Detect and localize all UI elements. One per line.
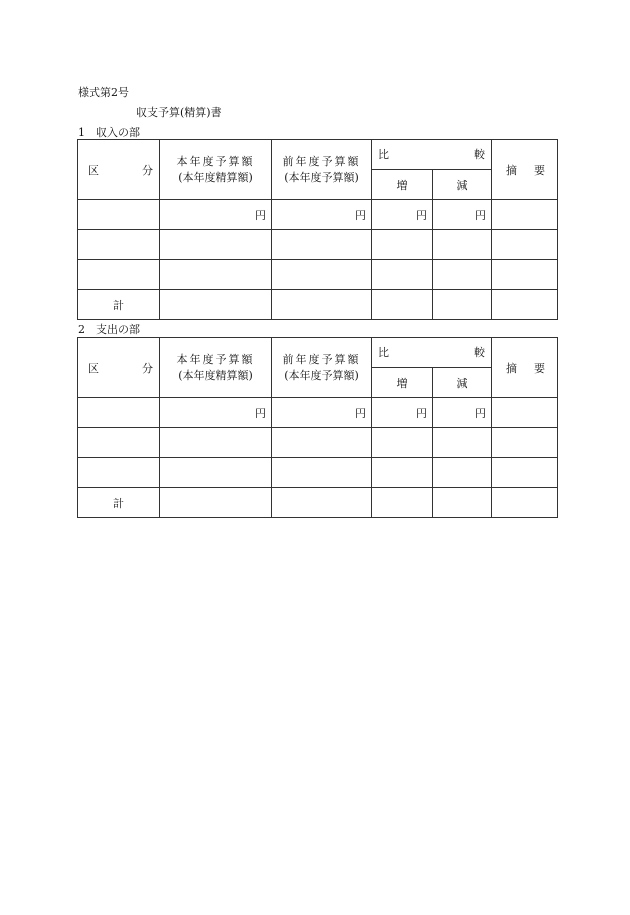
unit-decrease: 円 [433, 398, 492, 428]
table-cell [492, 428, 558, 458]
header-current-year-line1: 本年度予算額 [176, 154, 255, 168]
table-cell [372, 290, 433, 320]
unit-row [78, 200, 558, 230]
header-current-year [160, 338, 272, 398]
total-row [78, 290, 558, 320]
header-comparison-right: 較 [474, 346, 485, 359]
total-label: 計 [78, 488, 160, 518]
table-cell [492, 458, 558, 488]
table-cell [272, 230, 372, 260]
header-previous-year-line1: 前年度予算額 [282, 154, 361, 168]
table-cell [433, 260, 492, 290]
section-title-income: 1 収入の部 [78, 126, 140, 139]
header-row [78, 338, 558, 368]
header-row [78, 140, 558, 170]
total-row [78, 488, 558, 518]
unit-decrease: 円 [433, 200, 492, 230]
table-cell [433, 488, 492, 518]
table-cell [372, 428, 433, 458]
table-cell [160, 458, 272, 488]
header-comparison-right: 較 [474, 148, 485, 161]
table-cell [433, 428, 492, 458]
unit-row [78, 398, 558, 428]
table-cell [433, 290, 492, 320]
table-cell [272, 458, 372, 488]
header-kubun-right: 分 [142, 163, 153, 177]
header-remarks [492, 338, 558, 398]
unit-current-year: 円 [160, 200, 272, 230]
header-previous-year-line1: 前年度予算額 [282, 352, 361, 366]
header-increase: 増 [372, 368, 433, 398]
expenditure-table [77, 337, 558, 518]
table-cell [492, 260, 558, 290]
header-previous-year [272, 338, 372, 398]
header-comparison-left: 比 [378, 148, 389, 161]
section-title-expenditure: 2 支出の部 [78, 323, 140, 336]
table-cell [160, 260, 272, 290]
cell-blank [492, 200, 558, 230]
table-cell [160, 290, 272, 320]
header-previous-year-line2: (本年度予算額) [284, 368, 359, 382]
header-decrease: 減 [433, 368, 492, 398]
header-kubun-left: 区 [88, 163, 99, 177]
unit-previous-year: 円 [272, 200, 372, 230]
table-row [78, 428, 558, 458]
header-remarks-left: 摘 [506, 163, 517, 177]
total-label: 計 [78, 290, 160, 320]
table-cell [160, 488, 272, 518]
header-kubun [78, 338, 160, 398]
header-current-year-line2: (本年度精算額) [178, 368, 253, 382]
table-cell [78, 260, 160, 290]
table-row [78, 458, 558, 488]
document-title: 収支予算(精算)書 [136, 106, 222, 119]
table-row [78, 230, 558, 260]
form-number: 様式第2号 [78, 86, 129, 99]
table-cell [272, 260, 372, 290]
unit-increase: 円 [372, 398, 433, 428]
header-remarks-left: 摘 [506, 361, 517, 375]
unit-previous-year: 円 [272, 398, 372, 428]
header-remarks-right: 要 [534, 163, 545, 177]
unit-increase: 円 [372, 200, 433, 230]
unit-current-year: 円 [160, 398, 272, 428]
table-cell [272, 488, 372, 518]
cell-blank [78, 398, 160, 428]
cell-blank [78, 200, 160, 230]
header-kubun-left: 区 [88, 361, 99, 375]
table-cell [372, 230, 433, 260]
table-cell [272, 428, 372, 458]
table-cell [492, 488, 558, 518]
header-remarks-right: 要 [534, 361, 545, 375]
header-decrease: 減 [433, 170, 492, 200]
header-increase: 増 [372, 170, 433, 200]
header-previous-year [272, 140, 372, 200]
table-cell [372, 458, 433, 488]
table-cell [160, 428, 272, 458]
table-cell [78, 230, 160, 260]
income-table [77, 139, 558, 320]
table-cell [78, 428, 160, 458]
table-cell [492, 290, 558, 320]
table-cell [433, 230, 492, 260]
header-comparison-left: 比 [378, 346, 389, 359]
header-comparison [372, 338, 492, 368]
table-cell [433, 458, 492, 488]
table-row [78, 260, 558, 290]
table-cell [492, 230, 558, 260]
header-current-year-line2: (本年度精算額) [178, 170, 253, 184]
table-cell [78, 458, 160, 488]
header-current-year-line1: 本年度予算額 [176, 352, 255, 366]
cell-blank [492, 398, 558, 428]
header-remarks [492, 140, 558, 200]
header-comparison [372, 140, 492, 170]
header-kubun [78, 140, 160, 200]
table-cell [372, 260, 433, 290]
header-current-year [160, 140, 272, 200]
table-cell [372, 488, 433, 518]
table-cell [160, 230, 272, 260]
header-kubun-right: 分 [142, 361, 153, 375]
header-previous-year-line2: (本年度予算額) [284, 170, 359, 184]
table-cell [272, 290, 372, 320]
